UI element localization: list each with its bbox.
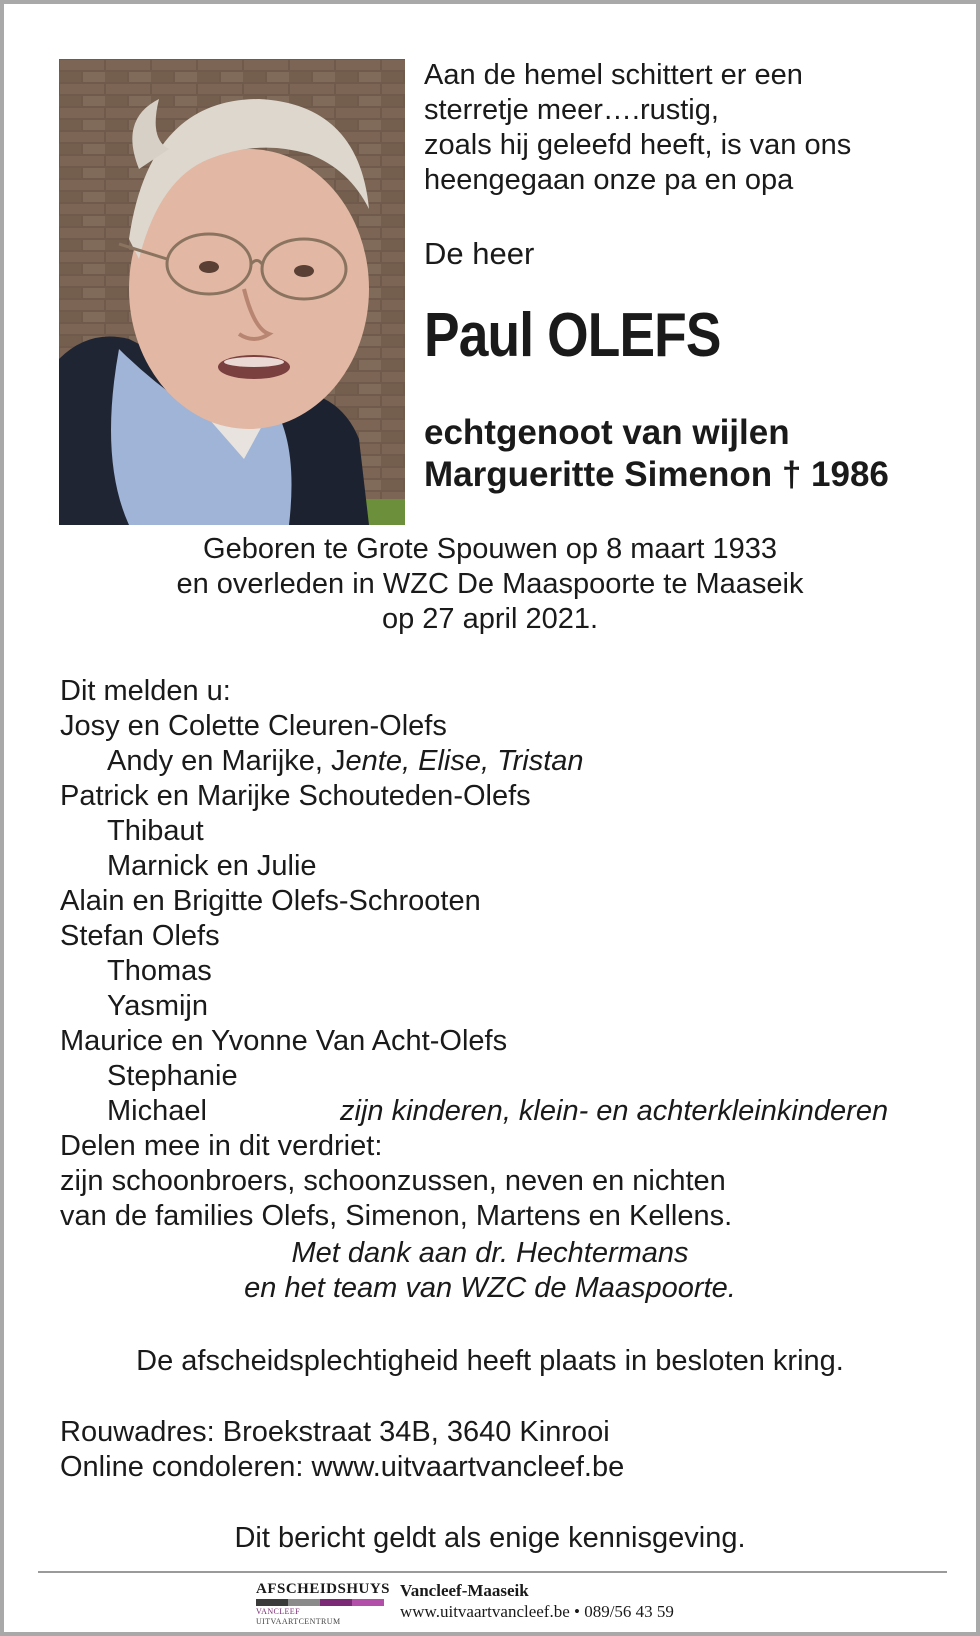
mourning-address: Rouwadres: Broekstraat 34B, 3640 Kinrooi — [60, 1416, 610, 1448]
sharing-line: van de families Olefs, Simenon, Martens en Kellens. — [60, 1200, 733, 1232]
sharing-heading: Delen mee in dit verdriet: — [60, 1130, 383, 1162]
family-line: Michael — [107, 1095, 207, 1127]
logo-bar-segment — [256, 1599, 288, 1606]
logo-bar-segment — [320, 1599, 352, 1606]
family-line: Patrick en Marijke Schouteden-Olefs — [60, 780, 531, 812]
grandchildren-italic: ente, Elise, Tristan — [345, 745, 584, 777]
funeral-home-contact: www.uitvaartvancleef.be • 089/56 43 59 — [400, 1602, 674, 1621]
intro-verse — [424, 58, 851, 198]
online-condolence: Online condoleren: www.uitvaartvancleef.be — [60, 1451, 625, 1483]
deceased-name: Paul OLEFS — [424, 301, 721, 370]
thanks-line: Met dank aan dr. Hechtermans — [291, 1237, 689, 1269]
family-line: Marnick en Julie — [107, 850, 317, 882]
logo-subtitle — [256, 1607, 384, 1627]
thanks-note — [4, 1236, 976, 1306]
funeral-home-logo — [256, 1581, 391, 1627]
death-date-line: op 27 april 2021. — [381, 603, 599, 635]
logo-sub-text: UITVAARTCENTRUM — [256, 1617, 341, 1626]
family-line: Thibaut — [107, 815, 204, 847]
family-line — [60, 744, 732, 779]
logo-wordmark: AFSCHEIDSHUYS — [256, 1581, 391, 1597]
intro-line: Aan de hemel schittert er een — [424, 59, 803, 91]
funeral-home-info — [400, 1581, 674, 1622]
logo-bar-segment — [288, 1599, 320, 1606]
intro-line: heengegaan onze pa en opa — [424, 164, 794, 196]
family-line: Stephanie — [107, 1060, 238, 1092]
thanks-line: en het team van WZC de Maaspoorte. — [244, 1272, 736, 1304]
birth-line: Geboren te Grote Spouwen op 8 maart 1933 — [203, 533, 777, 565]
notice: Dit bericht geldt als enige kennisgeving. — [234, 1522, 746, 1554]
ceremony-note: De afscheidsplechtigheid heeft plaats in besloten kring. — [136, 1345, 844, 1377]
grandchildren-plain: Andy en Marijke, J — [107, 745, 346, 777]
intro-line: sterretje meer….rustig, — [424, 94, 719, 126]
logo-color-bar — [256, 1599, 384, 1606]
family-line: Josy en Colette Cleuren-Olefs — [60, 710, 447, 742]
family-line: Yasmijn — [107, 990, 208, 1022]
footer-divider — [38, 1571, 947, 1573]
family-list — [60, 674, 732, 1234]
birth-death-info — [4, 532, 976, 637]
family-line: Thomas — [107, 955, 212, 987]
family-heading: Dit melden u: — [60, 675, 231, 707]
family-line: Maurice en Yvonne Van Acht-Olefs — [60, 1025, 508, 1057]
death-line: en overleden in WZC De Maaspoorte te Maaseik — [176, 568, 804, 600]
family-line: Stefan Olefs — [60, 920, 220, 952]
portrait-photo — [59, 59, 405, 525]
portrait-illustration — [59, 59, 405, 525]
logo-bar-segment — [352, 1599, 384, 1606]
spouse-info — [424, 412, 889, 496]
sharing-line: zijn schoonbroers, schoonzussen, neven en nichten — [60, 1165, 726, 1197]
intro-line: zoals hij geleefd heeft, is van ons — [424, 129, 852, 161]
family-line: Alain en Brigitte Olefs-Schrooten — [60, 885, 481, 917]
spouse-line: Margueritte Simenon † 1986 — [424, 455, 889, 494]
title-prefix: De heer — [424, 236, 535, 271]
logo-brand: VANCLEEF — [256, 1607, 300, 1616]
relation-note: zijn kinderen, klein- en achterkleinkinderen — [340, 1095, 889, 1127]
contact-info — [60, 1415, 624, 1485]
spouse-line: echtgenoot van wijlen — [424, 413, 790, 452]
funeral-home-name: Vancleef-Maaseik — [400, 1581, 529, 1600]
